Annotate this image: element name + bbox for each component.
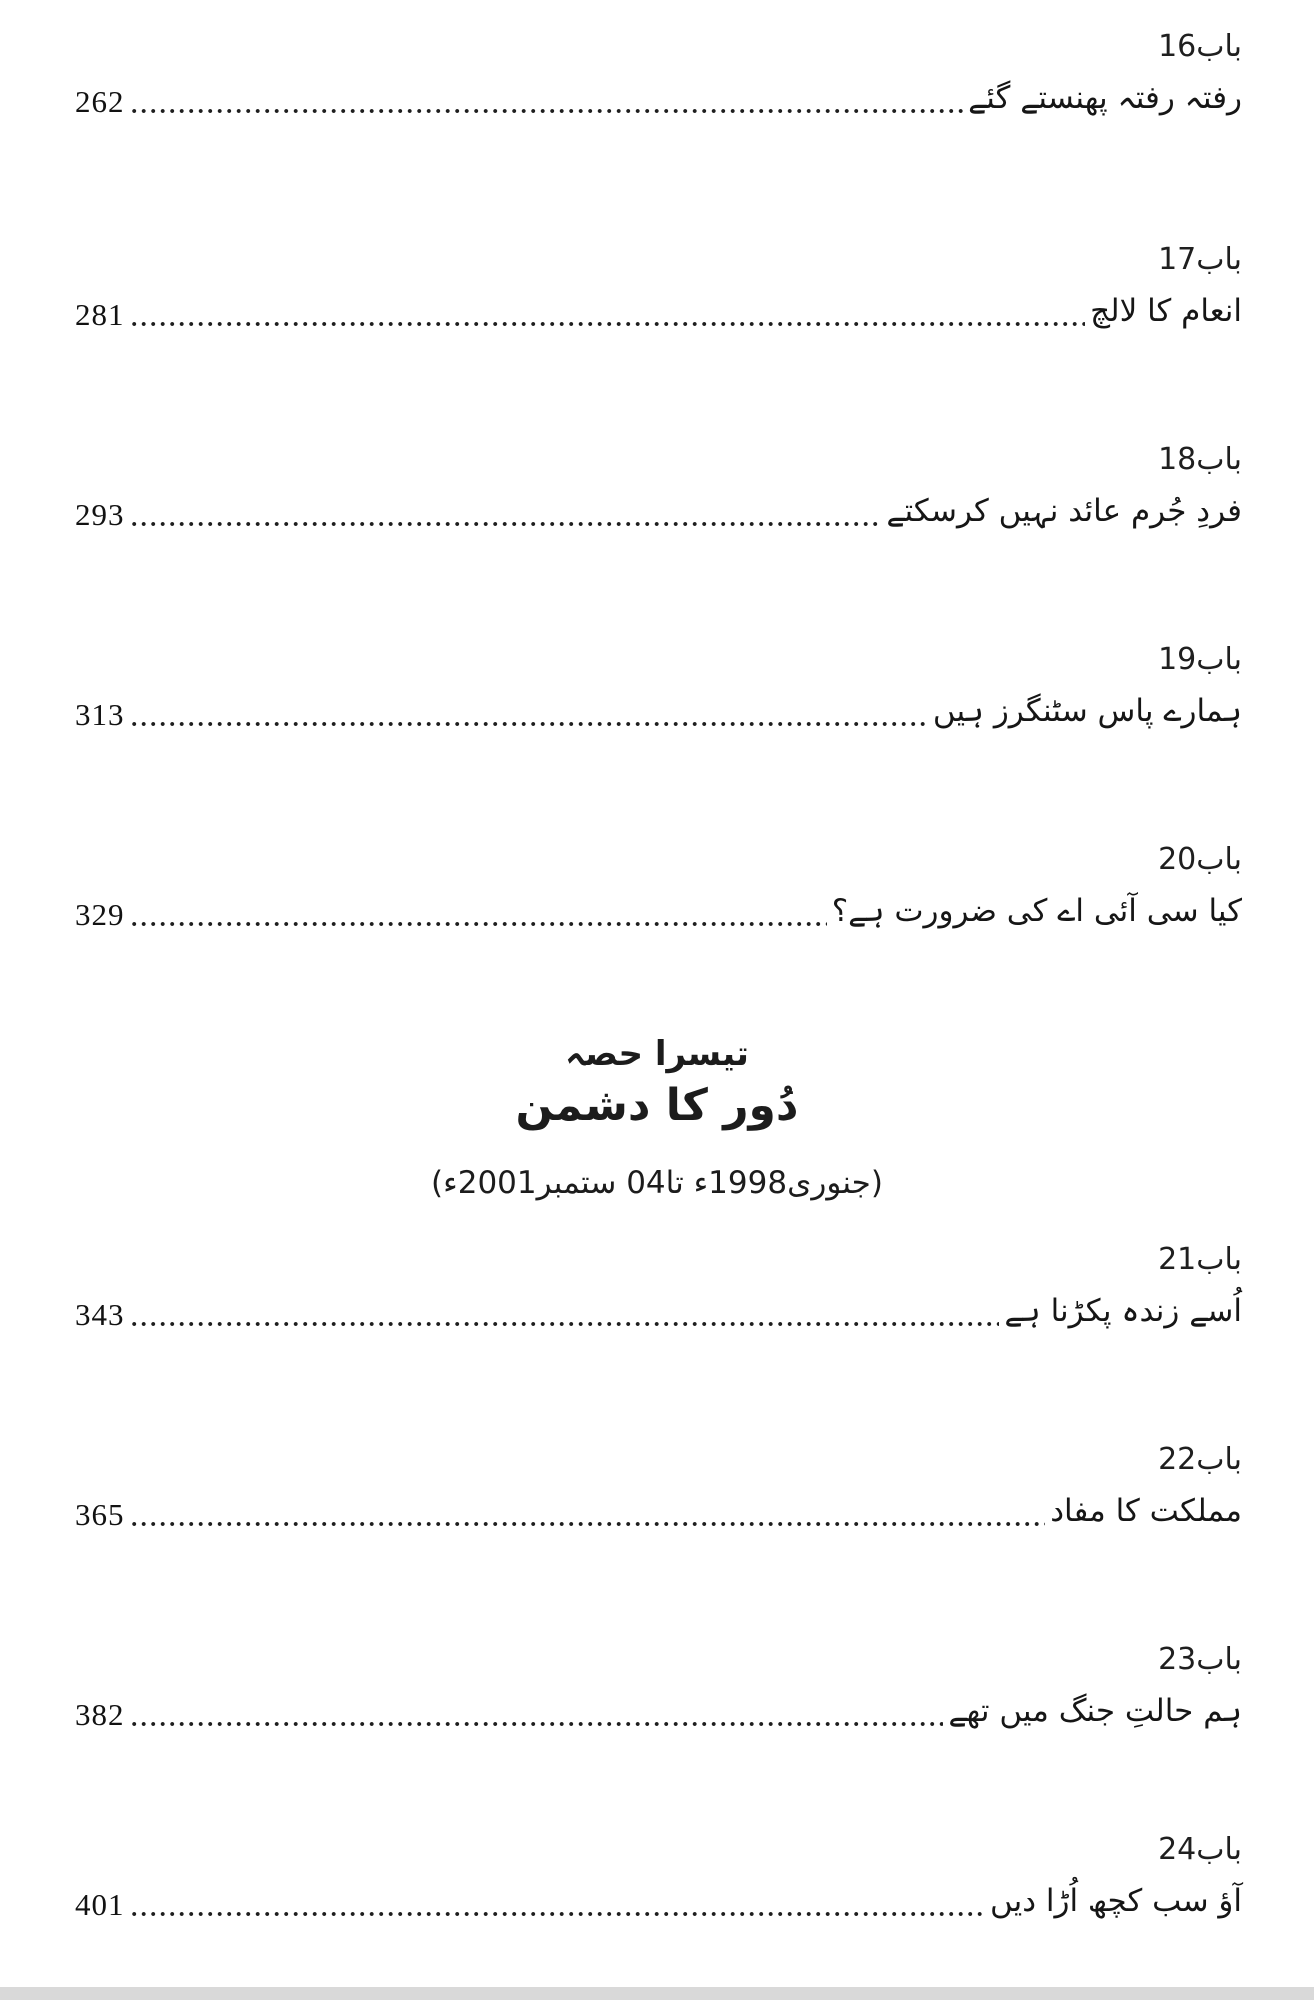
- toc-entry-ch17: [75, 237, 1242, 335]
- chapter-title: انعام کا لالچ: [1090, 293, 1242, 329]
- page-edge-bar: [0, 1987, 1314, 2000]
- page-number: 343: [75, 1297, 125, 1332]
- toc-entry-ch21: [75, 1237, 1242, 1335]
- chapter-label: باب19: [1158, 642, 1242, 677]
- toc-entry-ch18: [75, 437, 1242, 535]
- dotted-leader: [132, 1521, 1046, 1527]
- dotted-leader: [132, 521, 882, 527]
- chapter-title: فردِ جُرم عائد نہیں کرسکتے: [886, 493, 1242, 529]
- page-number: 329: [75, 897, 125, 932]
- page-number: 262: [75, 84, 125, 119]
- page-number: 382: [75, 1697, 125, 1732]
- page-number: 365: [75, 1497, 125, 1532]
- chapter-label: باب22: [1158, 1442, 1242, 1477]
- section-part-label: تیسرا حصہ: [565, 1034, 749, 1074]
- dotted-leader: [132, 108, 964, 114]
- page-number: 401: [75, 1887, 125, 1922]
- dotted-leader: [132, 1321, 1000, 1327]
- page-number: 293: [75, 497, 125, 532]
- dotted-leader: [132, 321, 1086, 327]
- chapter-label: باب20: [1158, 842, 1242, 877]
- dotted-leader: [132, 1911, 986, 1917]
- toc-row: [75, 883, 1242, 935]
- chapter-label: باب24: [1158, 1832, 1242, 1867]
- toc-entry-ch23: [75, 1637, 1242, 1735]
- dotted-leader: [132, 1721, 944, 1727]
- toc-row: [75, 683, 1242, 735]
- chapter-label: باب17: [1158, 242, 1242, 277]
- chapter-label: باب23: [1158, 1642, 1242, 1677]
- chapter-title: کیا سی آئی اے کی ضرورت ہے؟: [831, 893, 1242, 929]
- page-number: 281: [75, 297, 125, 332]
- toc-entry-ch24: [75, 1827, 1242, 1925]
- dotted-leader: [132, 921, 827, 927]
- toc-row: [75, 70, 1242, 122]
- chapter-title: رفتہ رفتہ پھنستے گئے: [968, 80, 1242, 116]
- toc-row: [75, 283, 1242, 335]
- chapter-label: باب21: [1158, 1242, 1242, 1277]
- chapter-label: باب18: [1158, 442, 1242, 477]
- dotted-leader: [132, 721, 928, 727]
- toc-entry-ch20: [75, 837, 1242, 935]
- page-number: 313: [75, 697, 125, 732]
- toc-entry-ch19: [75, 637, 1242, 735]
- chapter-title: مملکت کا مفاد: [1050, 1493, 1242, 1529]
- toc-row: [75, 1483, 1242, 1535]
- chapter-title: آؤ سب کچھ اُڑا دیں: [990, 1883, 1242, 1919]
- section-part-title: دُور کا دشمن: [515, 1080, 799, 1131]
- section-date-range: (جنوری1998ء تا04 ستمبر2001ء): [431, 1165, 883, 1201]
- toc-entry-ch16: [75, 24, 1242, 122]
- toc-row: [75, 1873, 1242, 1925]
- toc-row: [75, 1683, 1242, 1735]
- toc-row: [75, 1283, 1242, 1335]
- chapter-title: اُسے زندہ پکڑنا ہے: [1004, 1293, 1242, 1329]
- toc-row: [75, 483, 1242, 535]
- chapter-label: باب16: [1158, 29, 1242, 64]
- chapter-title: ہم حالتِ جنگ میں تھے: [948, 1693, 1242, 1729]
- chapter-title: ہمارے پاس سٹنگرز ہیں: [932, 693, 1242, 729]
- toc-entry-ch22: [75, 1437, 1242, 1535]
